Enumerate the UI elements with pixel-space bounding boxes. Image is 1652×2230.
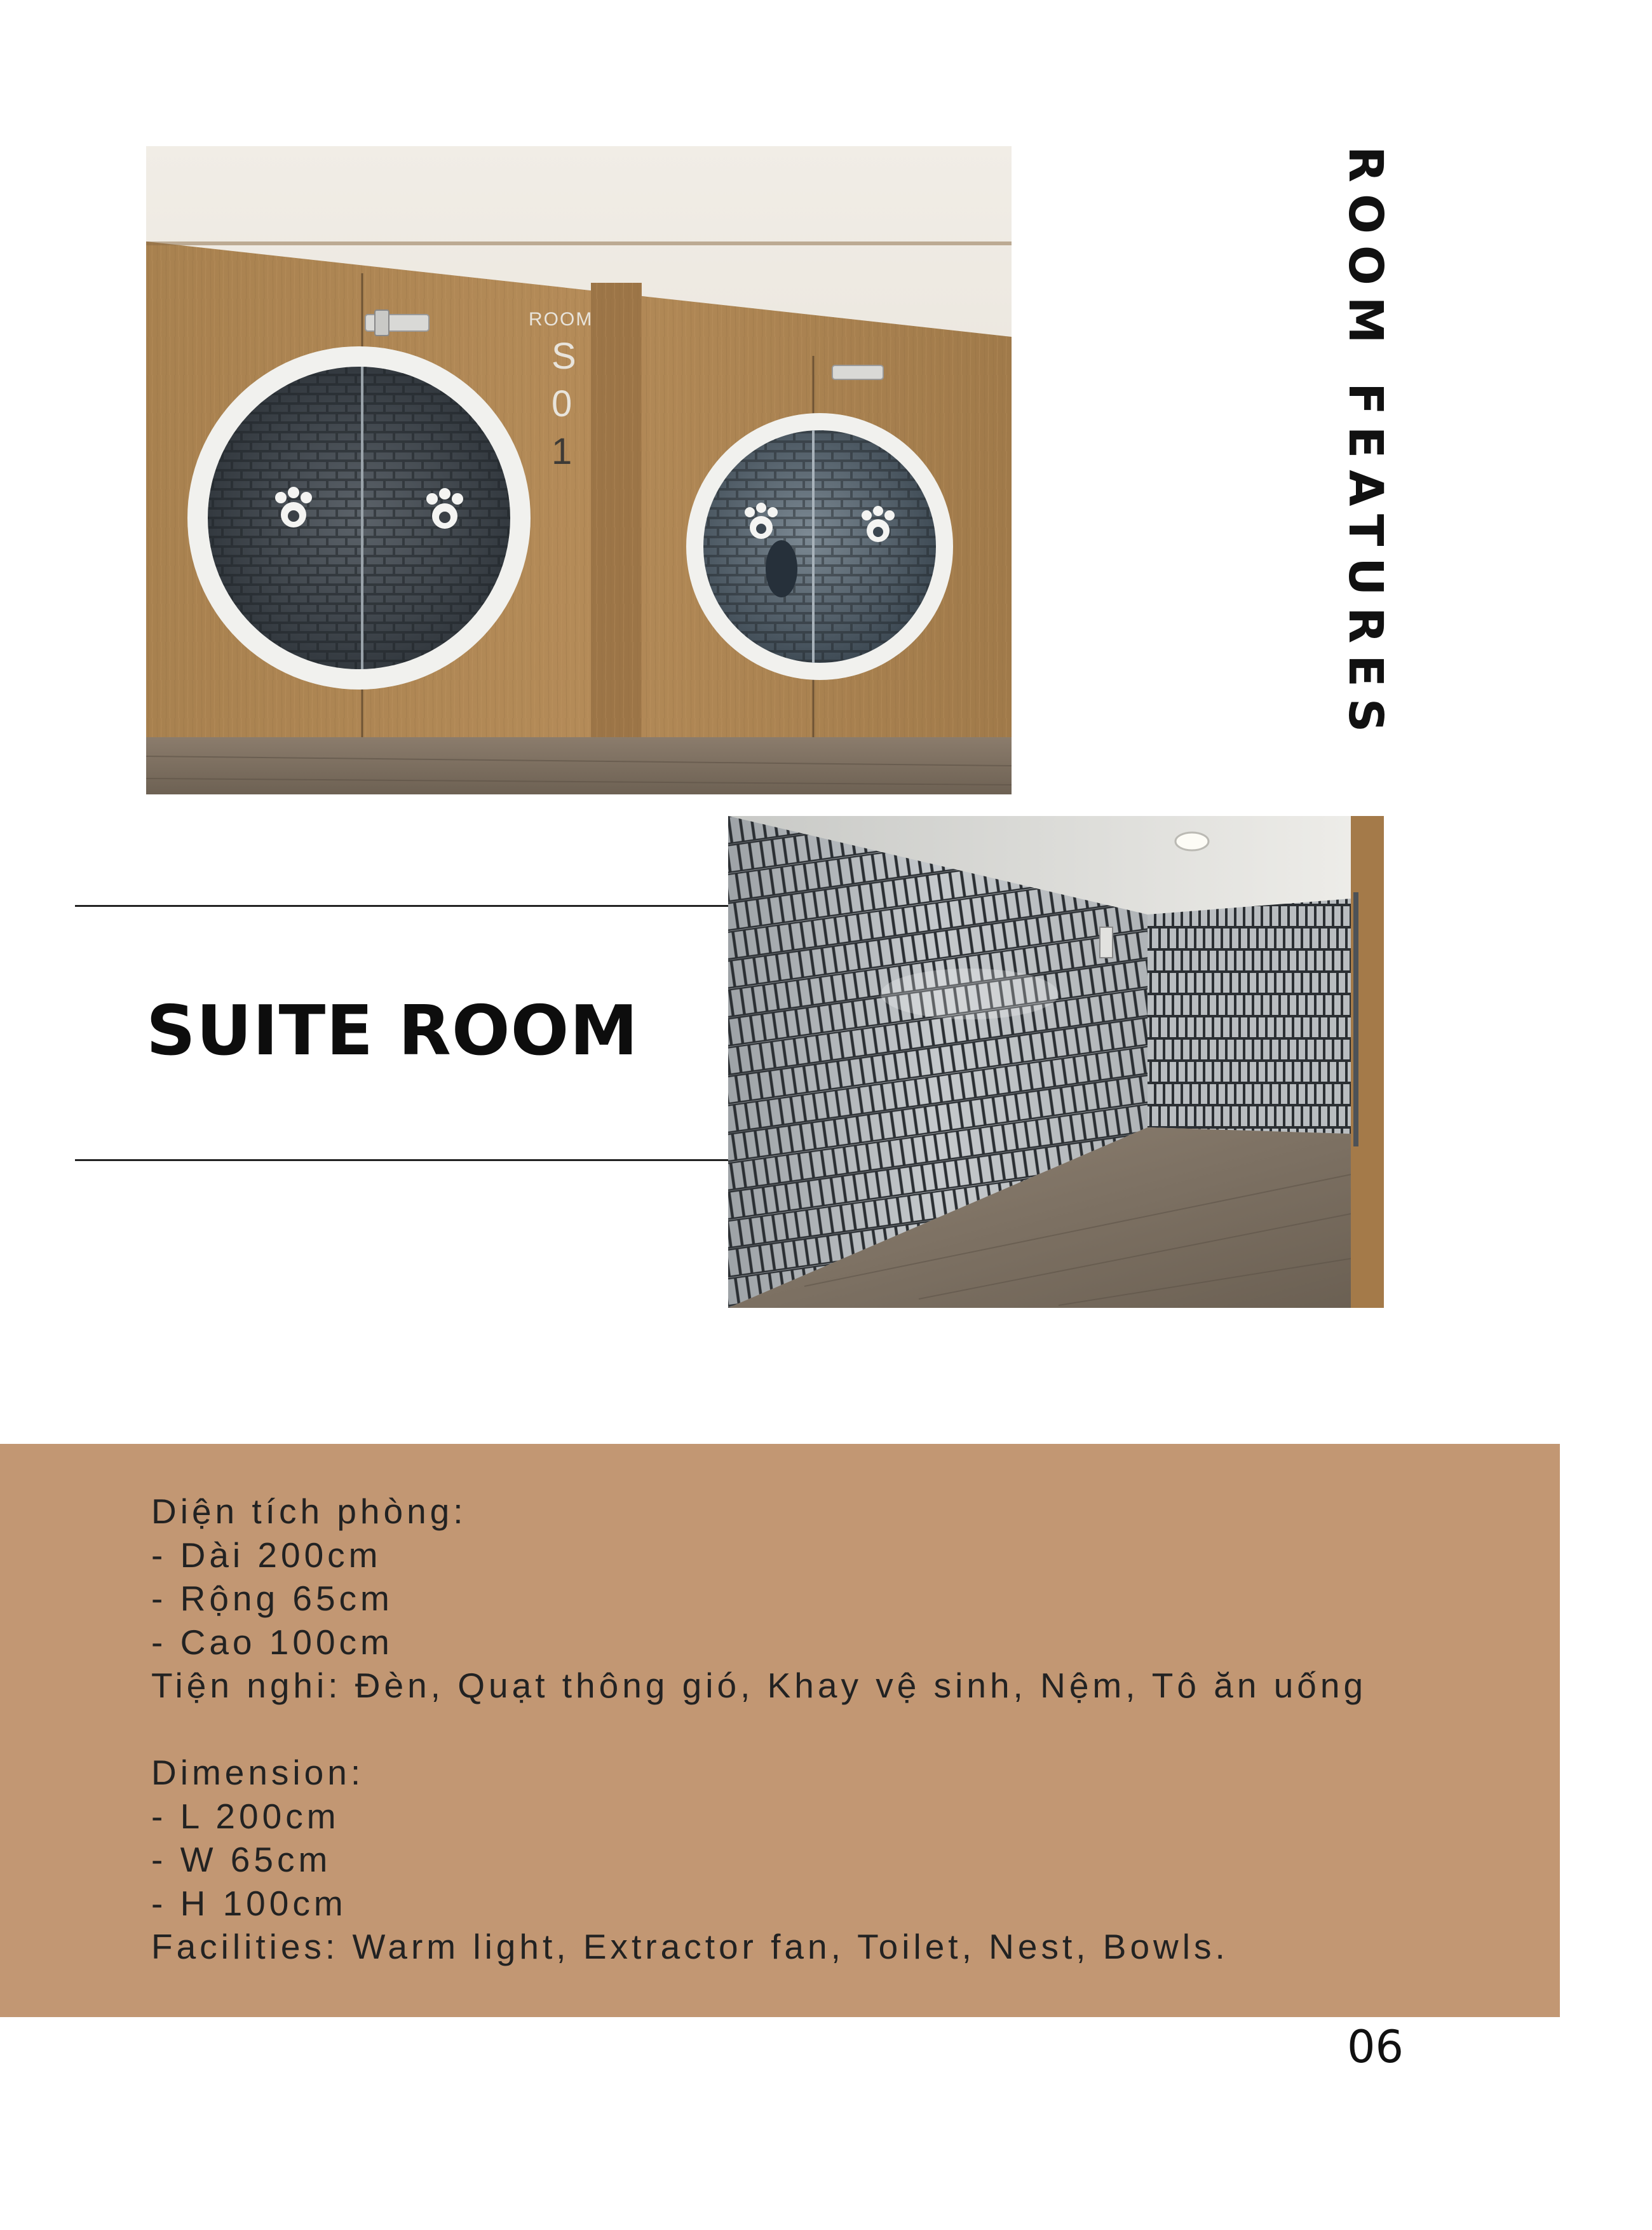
en-length: - L 200cm [151,1796,340,1836]
divider-bottom [75,1159,728,1161]
vi-length: - Dài 200cm [151,1535,382,1575]
room-info-text [151,1490,1367,1969]
en-facilities: Facilities: Warm light, Extractor fan, Toilet, Nest, Bowls. [151,1927,1229,1966]
room-sign-letter: S [552,336,576,377]
vi-height: - Cao 100cm [151,1622,393,1662]
vi-width: - Rộng 65cm [151,1579,393,1618]
en-dimension-heading: Dimension: [151,1753,365,1792]
vi-facilities: Tiện nghi: Đèn, Quạt thông gió, Khay vệ sinh, Nệm, Tô ăn uống [151,1666,1367,1705]
suite-interior-photo [728,816,1384,1308]
room-sign-digit-1: 0 [552,383,572,425]
en-height: - H 100cm [151,1883,347,1923]
page-number: 06 [1347,2021,1404,2073]
room-sign-digit-2: 1 [552,431,572,472]
room-title: SUITE ROOM [146,991,639,1071]
en-width: - W 65cm [151,1840,332,1879]
section-title: ROOM FEATURES [1338,146,1393,744]
vi-dimension-heading: Diện tích phòng: [151,1492,467,1531]
room-info-panel [0,1444,1560,2017]
suite-doors-photo [146,146,1012,794]
room-sign-label: ROOM [529,309,593,330]
divider-top [75,905,728,907]
